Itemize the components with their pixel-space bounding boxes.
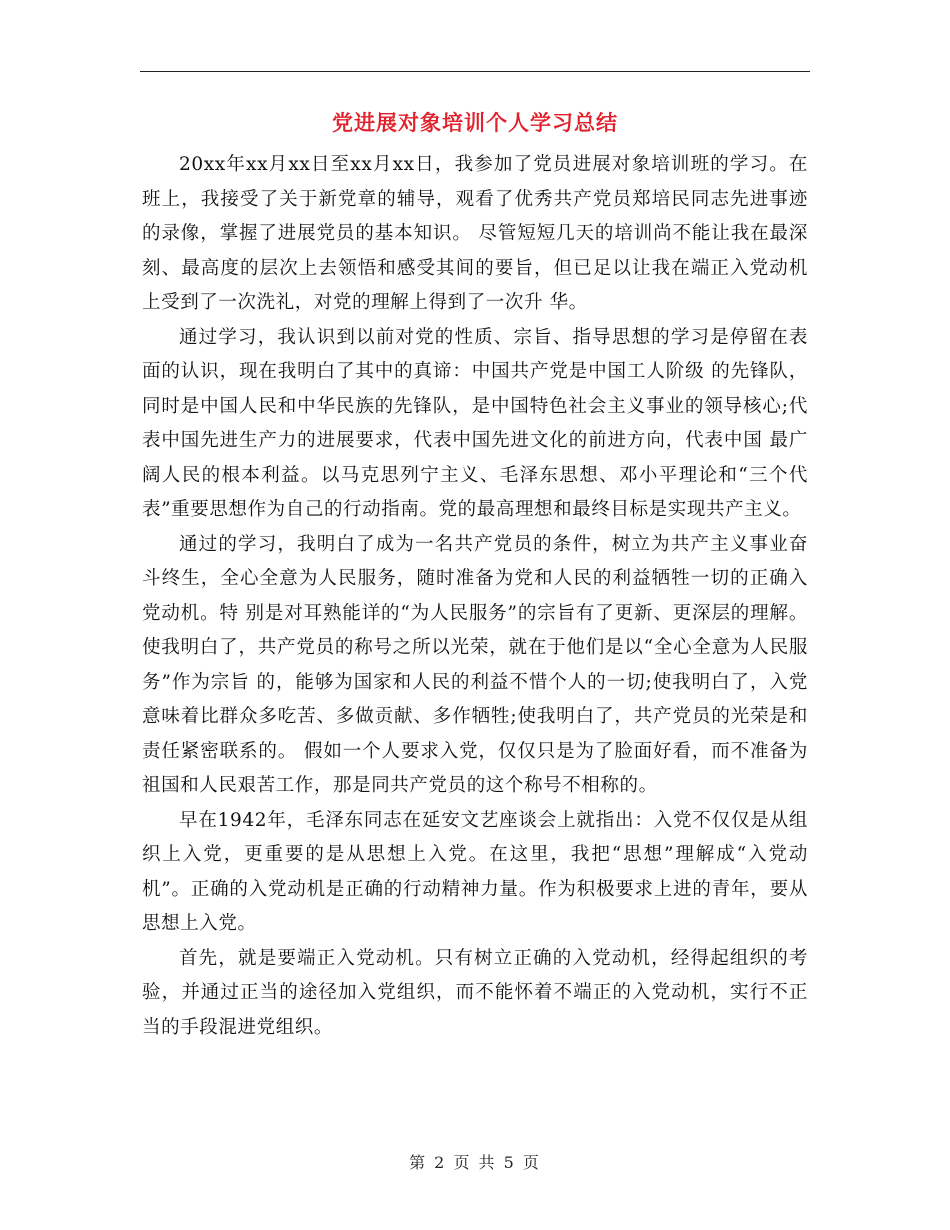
paragraph-3: 通过的学习，我明白了成为一名共产党员的条件，树立为共产主义事业奋斗终生，全心全意为人民服务，随时准备为党和人民的利益牺牲一切的正确入党动机。特 别是对耳熟能详的“为人民服务”的宗旨有了更新、更深层的理解。使我明白了，共产党员的称号之所以光荣，就在于他们是以“全心全意为人民服务”作为宗旨 的，能够为国家和人民的利益不惜个人的一切;使我明白了，入党意味着比群众多吃苦、多做贡献、多作牺牲;使我明白了，共产党员的光荣是和责任紧密联系的。 假如一个人要求入党，仅仅只是为了脸面好看，而不准备为祖国和人民艰苦工作，那是同共产党员的这个称号不相称的。 xyxy=(142,533,808,796)
document-title: 党进展对象培训个人学习总结 xyxy=(332,110,618,135)
header-rule xyxy=(140,71,810,72)
document-body xyxy=(142,148,808,1045)
paragraph-1: 20xx年xx月xx日至xx月xx日，我参加了党员进展对象培训班的学习。在班上，我接受了关于新党章的辅导，观看了优秀共产党员郑培民同志先进事迹的录像，掌握了进展党员的基本知识。 尽管短短几天的培训尚不能让我在最深刻、最高度的层次上去领悟和感受其间的要旨，但已足以让我在端正入党动机上受到了一次洗礼，对党的理解上得到了一次升 华。 xyxy=(142,154,808,313)
paragraph-5: 首先，就是要端正入党动机。只有树立正确的入党动机，经得起组织的考验，并通过正当的途径加入党组织，而不能怀着不端正的入党动机，实行不正当的手段混进党组织。 xyxy=(142,947,808,1038)
paragraph-4: 早在1942年，毛泽东同志在延安文艺座谈会上就指出：入党不仅仅是从组织上入党，更重要的是从思想上入党。在这里，我把“思想”理解成“入党动机”。正确的入党动机是正确的行动精神力量。作为积极要求上进的青年，要从思想上入党。 xyxy=(142,809,808,934)
paragraph-2: 通过学习，我认识到以前对党的性质、宗旨、指导思想的学习是停留在表面的认识，现在我明白了其中的真谛：中国共产党是中国工人阶级 的先锋队，同时是中国人民和中华民族的先锋队，是中国特色社会主义事业的领导核心;代表中国先进生产力的进展要求，代表中国先进文化的前进方向，代表中国 最广阔人民的根本利益。以马克思列宁主义、毛泽东思想、邓小平理论和“三个代表”重要思想作为自己的行动指南。党的最高理想和最终目标是实现共产主义。 xyxy=(142,326,808,520)
page-number-footer: 第 2 页 共 5 页 xyxy=(409,1153,541,1172)
